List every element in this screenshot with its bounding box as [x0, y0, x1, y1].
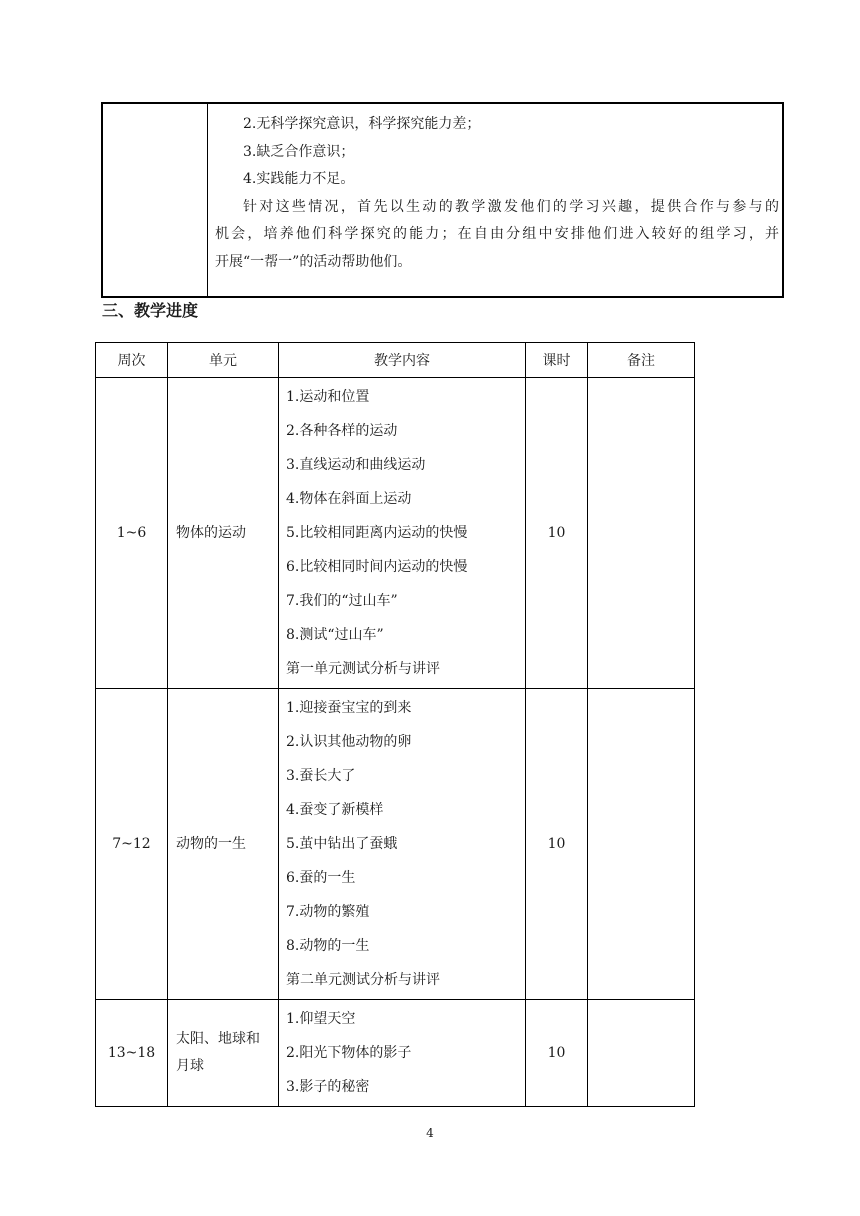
content-cell: [279, 1000, 526, 1107]
lesson-item: 第一单元测试分析与讲评: [286, 661, 440, 677]
lesson-item: 3.直线运动和曲线运动: [286, 457, 426, 473]
header-notes: 备注: [588, 343, 695, 378]
content-cell: [279, 378, 526, 689]
lesson-item: 1.迎接蚕宝宝的到来: [286, 700, 412, 716]
student-analysis-box: [101, 102, 784, 298]
table-row: [96, 378, 695, 689]
content-cell: [279, 689, 526, 1000]
hours-cell: 10: [526, 378, 588, 689]
table-row: [96, 1000, 695, 1107]
lesson-item: 6.比较相同时间内运动的快慢: [286, 559, 468, 575]
lesson-item: 4.物体在斜面上运动: [286, 491, 412, 507]
analysis-line: 2.无科学探究意识，科学探究能力差；: [243, 116, 481, 132]
unit-name: 物体的运动: [176, 524, 246, 541]
analysis-line: 针对这些情况，首先以生动的教学激发他们的学习兴趣，提供合作与参与的: [243, 198, 779, 215]
header-unit: 单元: [168, 343, 279, 378]
unit-name: 太阳、地球和月球: [176, 1031, 260, 1074]
section-heading: 三、教学进度: [102, 301, 199, 320]
week-cell: 7~12: [96, 689, 168, 1000]
hours-cell: 10: [526, 1000, 588, 1107]
unit-cell: [168, 1000, 279, 1107]
header-week: 周次: [96, 343, 168, 378]
week-cell: 1~6: [96, 378, 168, 689]
lesson-item: 第二单元测试分析与讲评: [286, 972, 440, 988]
notes-cell: [588, 689, 695, 1000]
analysis-label-cell: [103, 104, 208, 296]
lesson-item: 2.阳光下物体的影子: [286, 1045, 412, 1061]
page-number: 4: [426, 1126, 434, 1140]
unit-cell: [168, 689, 279, 1000]
lesson-item: 2.认识其他动物的卵: [286, 734, 412, 750]
lesson-item: 6.蚕的一生: [286, 870, 356, 886]
table-header-row: [96, 343, 695, 378]
header-content: 教学内容: [279, 343, 526, 378]
analysis-line: 3.缺乏合作意识；: [243, 143, 355, 160]
unit-name: 动物的一生: [176, 835, 246, 852]
lesson-item: 7.动物的繁殖: [286, 904, 370, 920]
lesson-item: 8.动物的一生: [286, 938, 370, 954]
hours-cell: 10: [526, 689, 588, 1000]
notes-cell: [588, 378, 695, 689]
analysis-line: 4.实践能力不足。: [243, 171, 355, 187]
week-cell: 13~18: [96, 1000, 168, 1107]
lesson-item: 7.我们的“过山车”: [286, 593, 398, 609]
lesson-item: 1.仰望天空: [286, 1011, 356, 1027]
lesson-item: 8.测试“过山车”: [286, 627, 384, 643]
lesson-item: 3.蚕长大了: [286, 768, 356, 784]
analysis-line: 机会，培养他们科学探究的能力；在自由分组中安排他们进入较好的组学习，并: [215, 226, 779, 242]
notes-cell: [588, 1000, 695, 1107]
lesson-item: 3.影子的秘密: [286, 1079, 370, 1095]
lesson-item: 5.茧中钻出了蚕蛾: [286, 836, 398, 852]
table-row: [96, 689, 695, 1000]
lesson-item: 5.比较相同距离内运动的快慢: [286, 525, 468, 541]
teaching-schedule-table: [95, 342, 695, 1107]
header-hours: 课时: [526, 343, 588, 378]
lesson-item: 2.各种各样的运动: [286, 423, 398, 439]
analysis-line: 开展“一帮一”的活动帮助他们。: [215, 253, 412, 270]
unit-cell: [168, 378, 279, 689]
analysis-text-cell: [208, 104, 782, 296]
lesson-item: 1.运动和位置: [286, 389, 370, 405]
lesson-item: 4.蚕变了新模样: [286, 802, 384, 818]
